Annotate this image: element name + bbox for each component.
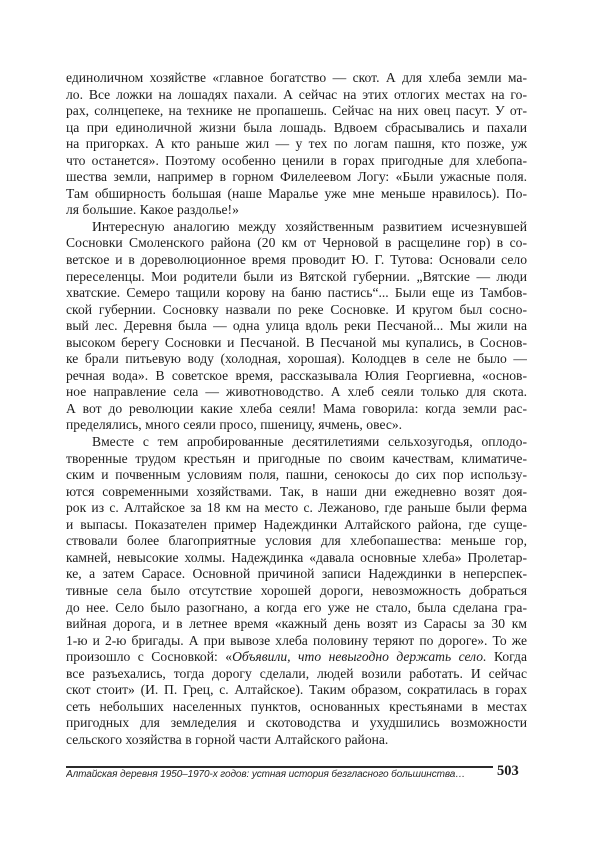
text-segment: Объявили, что невыгодно держать село. <box>232 649 487 665</box>
text-segment: сеть небольших населенных пунктов, основанных крестьянами в местах <box>66 698 527 714</box>
text-line <box>66 451 527 468</box>
text-line <box>66 600 527 617</box>
text-segment: Интересную аналогию между хозяйственным развитием исчезнувшей <box>92 218 527 234</box>
text-segment: Сосновки Смоленского района (20 км от Черновой в расщелине гор) в со- <box>66 235 527 251</box>
text-line <box>66 219 527 236</box>
text-line <box>66 616 527 633</box>
text-line <box>66 368 527 385</box>
text-line <box>66 235 527 252</box>
text-segment: вый лес. Деревня была — одна улица вдоль реки Песчаной... Мы жили на <box>66 318 527 334</box>
text-line <box>66 682 527 699</box>
text-line <box>66 384 527 401</box>
text-line <box>66 285 527 302</box>
text-segment: вийная дорога, и в летнее время «кажный день возят из Сарасы за 30 км <box>66 616 527 632</box>
text-line <box>66 401 527 418</box>
text-line <box>66 169 527 186</box>
text-segment: ствовали более благоприятные условия для хлебопашества: меньше гор, <box>66 533 527 549</box>
text-segment: камней, невысокие холмы. Надеждинка «давала основные хлеба» Пролетар- <box>66 549 527 565</box>
text-line <box>66 269 527 286</box>
text-line <box>66 715 527 732</box>
text-segment: пригодных для земледелия и скотоводства и ухудшились возможности <box>66 715 527 731</box>
text-line <box>66 417 527 434</box>
text-segment: что останется». Поэтому особенно ценили в горах пригодные для хлебопа- <box>66 152 527 168</box>
text-line <box>66 500 527 517</box>
text-line <box>66 583 527 600</box>
text-line <box>66 533 527 550</box>
text-segment: все разъехались, тогда дорогу сделали, людей возили работать. И сейчас <box>66 665 527 681</box>
text-segment: Когда <box>486 649 527 665</box>
text-line <box>66 302 527 319</box>
text-line <box>66 136 527 153</box>
text-segment: ло. Все ложки на лошадях пахали. А сейчас на этих отлогих местах на го- <box>66 86 527 102</box>
text-line <box>66 202 527 219</box>
text-line <box>66 335 527 352</box>
running-title: Алтайская деревня 1950–1970-х годов: устная история безгласного большинства… <box>66 768 466 780</box>
text-segment: речная вода». В советское время, рассказывала Юлия Георгиевна, «основ- <box>66 367 527 383</box>
text-line <box>66 666 527 683</box>
text-segment: шества земли, например в горном Филелеевом Логу: «Были ужасные поля. <box>66 169 527 185</box>
text-segment: Там обширность большая (наше Маралье уже мне меньше нравилось). По- <box>66 185 527 201</box>
text-line <box>66 87 527 104</box>
text-segment: ное направление села — животноводство. А хлеб сеяли только для скота. <box>66 384 527 400</box>
text-segment: рах, солнцепеке, на технике не пропашешь. Сейчас на них овец пасут. У от- <box>66 103 527 119</box>
text-segment: до нее. Село было разогнано, а когда его уже не стало, была сделана гра- <box>66 599 527 615</box>
text-segment: высоком берегу Сосновки и Песчаной. В Песчаной мы купались, в Соснов- <box>66 334 527 350</box>
text-line <box>66 186 527 203</box>
text-line <box>66 252 527 269</box>
text-line <box>66 732 527 749</box>
text-segment: произошло с Сосновкой: « <box>66 649 233 665</box>
text-segment: ской губернии. Сосновку назвали по реке Сосновке. И кругом был сосно- <box>66 301 527 317</box>
text-line <box>66 70 527 87</box>
text-segment: ке брали питьевую воду (холодная, хорошая). Колодцев в селе не было — <box>66 351 527 367</box>
text-line <box>66 153 527 170</box>
text-segment: переселенцы. Мои родители были из Вятской губернии. „Вятские — люди <box>66 268 527 284</box>
text-line <box>66 699 527 716</box>
text-segment: скот стоит» (И. П. Грец, с. Алтайское). Таким образом, сократилась в горах <box>66 682 527 698</box>
text-line <box>66 649 527 666</box>
text-segment: рок из с. Алтайское за 18 км на место с. Лежаново, где раньше были ферма <box>66 500 527 516</box>
text-line <box>66 318 527 335</box>
text-segment: ке, а затем Сарасе. Основной причиной записи Надеждинки в неперспек- <box>66 566 527 582</box>
text-segment: 1-ю и 2-ю бригады. А при вывозе хлеба половину теряют по дороге». То же <box>66 632 527 648</box>
text-line <box>66 434 527 451</box>
text-segment: единоличном хозяйстве «главное богатство — скот. А для хлеба земли ма- <box>66 70 527 85</box>
text-segment: ским и почвенным условиям поля, пашни, сенокосы до сих пор использу- <box>66 467 527 483</box>
text-line <box>66 566 527 583</box>
text-segment: ля большие. Какое раздолье!» <box>66 202 239 218</box>
text-segment: тивные села было отсутствие хорошей дороги, невозможность добраться <box>66 582 527 598</box>
page-number: 503 <box>497 762 519 779</box>
text-segment: Вместе с тем апробированные десятилетиями сельхозугодья, оплодо- <box>92 434 527 450</box>
text-line <box>66 103 527 120</box>
text-segment: ются современными хозяйствами. Так, в наши дни ежедневно возят доя- <box>66 483 527 499</box>
text-line <box>66 550 527 567</box>
text-segment: и выпасы. Показателен пример Надеждинки Алтайского района, где суще- <box>66 516 527 532</box>
page-body-text <box>66 70 527 748</box>
text-line <box>66 633 527 650</box>
text-segment: пределялись, много сеяли просо, пшеницу, ячмень, овес». <box>66 417 403 433</box>
text-line <box>66 467 527 484</box>
text-line <box>66 351 527 368</box>
text-line <box>66 484 527 501</box>
footer-rule <box>66 766 493 768</box>
text-segment: ветское и в дореволюционное время проводит Ю. Г. Тутова: Основали село <box>66 252 527 268</box>
text-segment: хватские. Семеро тащили корову на баню пастись“... Были еще из Тамбов- <box>66 285 527 301</box>
text-line <box>66 120 527 137</box>
text-segment: на пригорках. А кто раньше жил — у тех по логам пашня, кто позже, уж <box>66 136 527 152</box>
text-segment: А вот до революции какие хлеба сеяли! Мама говорила: когда земли рас- <box>66 400 527 416</box>
text-line <box>66 517 527 534</box>
text-segment: ца при единоличной жизни была лошадь. Вдвоем сбрасывались и пахали <box>66 119 527 135</box>
text-segment: сельского хозяйства в горной части Алтайского района. <box>66 731 389 747</box>
text-segment: творенные трудом крестьян и пригодные по своим качествам, климатиче- <box>66 450 527 466</box>
